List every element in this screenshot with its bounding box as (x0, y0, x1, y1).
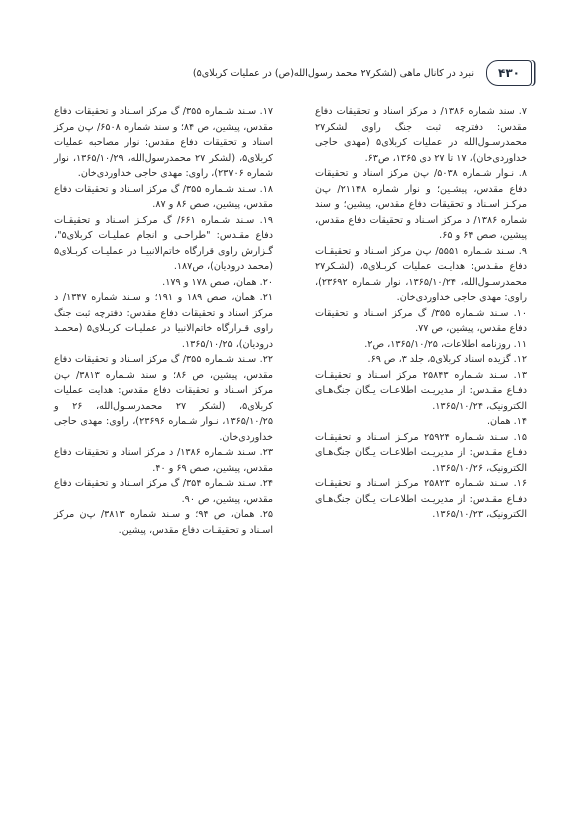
footnote-23: ۲۳. سـند شـماره ۱۳۸۶/ د مرکز اسناد و تحقیقات دفاع مقدس، پیشین، صص ۶۹ و ۴۰. (54, 447, 273, 474)
footnote-11: ۱۱. روزنامه اطلاعات، ۱۳۶۵/۱۰/۲۵، ص۲. (364, 338, 527, 350)
footnote-17: ۱۷. سـند شـماره ۳۵۵/ گ مرکز اسـناد و تحقیقات دفاع مقدس، پیشین، ص ۸۴؛ و سند شماره ۶۵۰۸/ پ‌ن مرکز اسناد و تحقیقات دفاع مقدس: نوار مصاحبه عملیات کربلای۵، (لشکر ۲۷ محمدرسول‌الله، ۱۳۶۵/۱۰/۲۹، نوار شماره ۲۳۷۰۶)، راوی: مهدی حاجی خداوردی‌خان. (54, 106, 273, 179)
footnote-16: ۱۶. سـند شـماره ۲۵۸۲۳ مرکـز اسـناد و تحقیقـات دفـاع مقـدس: از مدیریـت اطلاعـات یـگان جنگ‌هـای الکترونیک، ۱۳۶۵/۱۰/۲۳. (315, 478, 527, 520)
footnotes-left-column (54, 104, 273, 538)
footnote-24: ۲۴. سـند شـماره ۳۵۴/ گ مرکز اسـناد و تحقیقات دفاع مقدس، پیشین، ص ۹۰. (54, 478, 273, 505)
footnote-15: ۱۵. سـند شـماره ۲۵۹۲۴ مرکـز اسـناد و تحقیقـات دفـاع مقـدس: از مدیریـت اطلاعـات یـگان جنگ‌هـای الکترونیک، ۱۳۶۵/۱۰/۲۶. (315, 431, 527, 474)
footnote-21: ۲۱. همان، صص ۱۸۹ و ۱۹۱؛ و سـند شماره ۱۳۴۷/ د مرکز اسناد و تحقیقات دفاع مقدس: دفترچه ثبت جنگ راوی قـرارگاه خاتم‌الانبیا در عملیـات کربـلای۵ (محمـد درودیان)، ۱۳۶۵/۱۰/۲۵. (54, 292, 273, 350)
page-number: ۴۳۰ (498, 66, 520, 80)
footnote-7: ۷. سند شماره ۱۳۸۶/ د مرکز اسناد و تحقیقات دفاع مقدس: دفترچه ثبت جنگ راوی لشکر۲۷ محمدرسـول‌الله در عملیات کربلای۵ (مهدی حاجی خداوردی‌خان)، ۱۷ تا ۲۷ دی ۱۳۶۵، ص۶۳. (315, 106, 527, 164)
footnote-10: ۱۰. سـند شـماره ۳۵۵/ گ مرکز اسـناد و تحقیقات دفاع مقدس، پیشین، ص ۷۷. (315, 307, 527, 334)
footnotes-right-column (315, 104, 527, 523)
footnote-25: ۲۵. همان، ص ۹۴؛ و سـند شماره ۳۸۱۳/ پ‌ن مرکز اسـناد و تحقیقـات دفاع مقدس، پیشین. (54, 509, 274, 536)
footnote-19: ۱۹. سـند شـماره ۶۶۱/ گ مرکـز اسـناد و تحقیقـات دفاع مقـدس: "طراحـی و انجام عملیـات کربلای۵"، گـزارش راوی قرارگاه خاتم‌الانبیـا در عملیـات کربـلای۵ (محمد درودیان)، ص۱۸۷. (54, 214, 273, 272)
page-number-badge (486, 60, 532, 86)
footnote-22: ۲۲. سـند شـماره ۳۵۵/ گ مرکز اسـناد و تحقیقات دفاع مقدس، پیشین، ص ۸۶؛ و سند شـماره ۳۸۱۳/ پ‌ن مرکز اسـناد و تحقیقات دفاع مقدس: هدایت عملیات کربلای۵، (لشکر ۲۷ محمدرسـول‌الله، ۲۶ و ۱۳۶۵/۱۰/۲۵، نـوار شـماره ۲۳۶۹۶)، راوی: مهدی حاجی خداوردی‌خان. (54, 354, 273, 443)
footnote-12: ۱۲. گزیده اسناد کربلای۵، جلد ۳، ص ۶۹. (367, 354, 527, 365)
footnote-14: ۱۴. همان. (486, 416, 527, 427)
running-header (160, 60, 532, 86)
footnote-20: ۲۰. همان، صص ۱۷۸ و ۱۷۹. (162, 276, 273, 288)
footnote-13: ۱۳. سـند شـماره ۲۵۸۴۳ مرکز اسـناد و تحقیقـات دفـاع مقـدس: از مدیریـت اطلاعـات یـگان جنگ‌هـای الکترونیک، ۱۳۶۵/۱۰/۲۴. (315, 369, 527, 412)
running-title: نبرد در کانال ماهی (لشکر۲۷ محمد رسول‌الله(ص) در عملیات کربلای۵) (192, 67, 474, 79)
footnote-18: ۱۸. سـند شـماره ۳۵۵/ گ مرکز اسـناد و تحقیقات دفاع مقدس، پیشین، صص ۸۶ و ۸۷. (54, 183, 273, 210)
footnote-8: ۸. نـوار شـماره ۵۰۳۸/ پ‌ن مرکز اسناد و تحقیقات دفاع مقدس، پیشـین؛ و نوار شماره ۲۱۱۴۸/ پ‌ن مرکـز اسـناد و تحقیقات دفاع مقدس، پیشین؛ و سند شماره ۱۳۸۶/ د مرکز اسـناد و تحقیقات دفاع مقدس، پیشین، صص ۶۴ و ۶۵. (315, 168, 528, 241)
footnote-9: ۹. سـند شـماره ۵۵۵۱/ پ‌ن مرکز اسـناد و تحقیقـات دفاع مقـدس: هدایـت عملیات کربـلای۵، (لشـکر۲۷ محمدرسـول‌الله، ۱۳۶۵/۱۰/۲۴، نوار شـماره ۲۳۶۹۲)، راوی: مهدی حاجی خداوردی‌خان. (315, 245, 527, 303)
